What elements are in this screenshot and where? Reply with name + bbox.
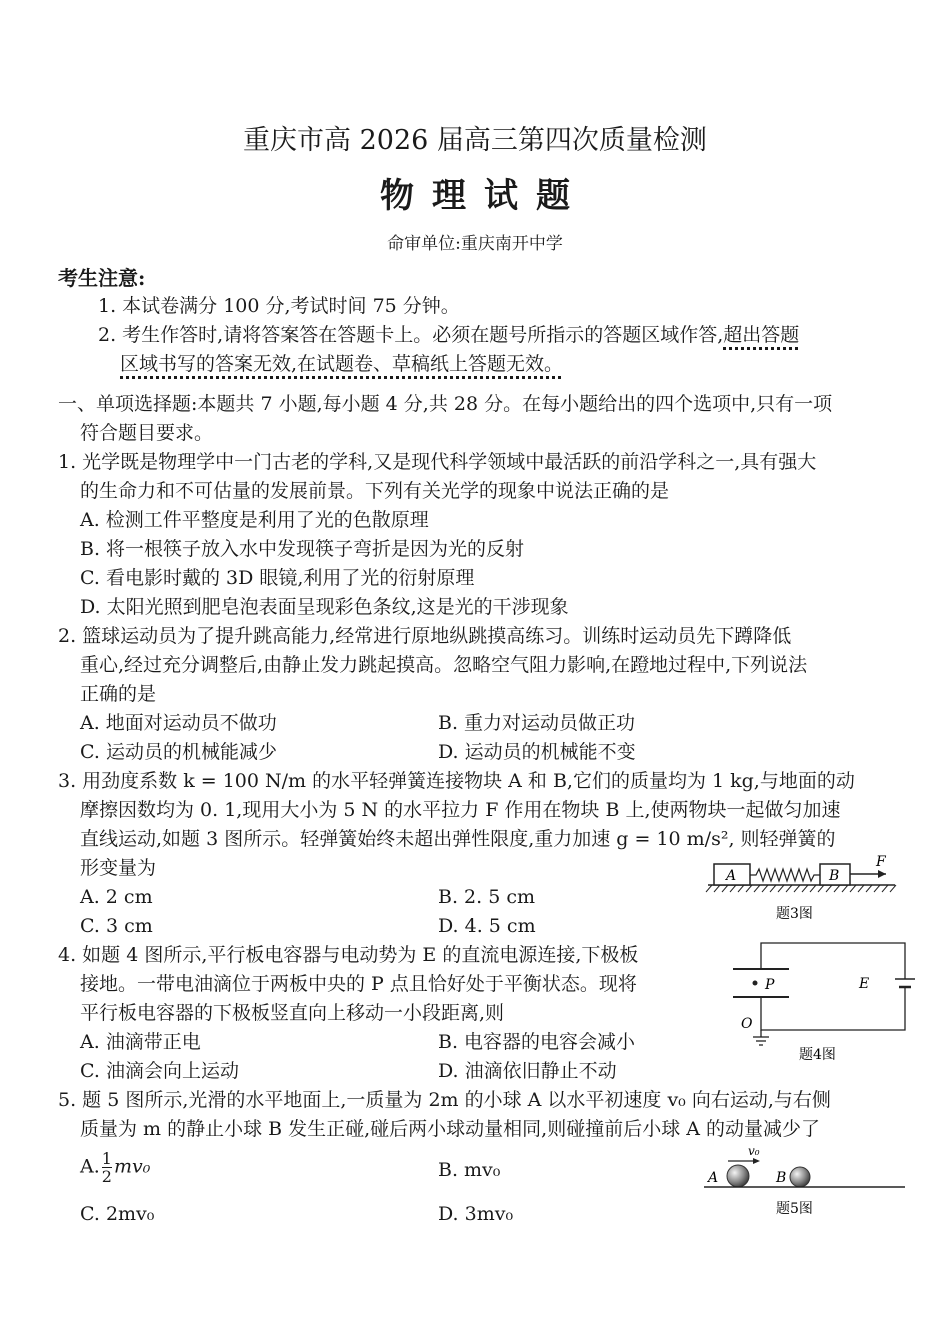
section-1-heading-cont: 符合题目要求。 — [80, 422, 214, 444]
q2-option-a: A. 地面对运动员不做功 — [80, 712, 277, 734]
q4-stem-3: 平行板电容器的下极板竖直向上移动一小段距离,则 — [80, 1002, 505, 1024]
q2-option-c: C. 运动员的机械能减少 — [80, 741, 277, 763]
q5-option-a-suffix: mv₀ — [113, 1155, 151, 1178]
q5-option-a-prefix: A. — [80, 1155, 100, 1178]
q2-option-d: D. 运动员的机械能不变 — [438, 741, 636, 763]
notice-item-2-continued: 区域书写的答案无效,在试题卷、草稿纸上答题无效。 — [120, 353, 564, 375]
section-1-heading: 一、单项选择题:本题共 7 小题,每小题 4 分,共 28 分。在每小题给出的四个选项中,只有一项 — [58, 393, 833, 415]
q3-figure-caption: 题3图 — [776, 906, 813, 922]
block-a-label: A — [726, 868, 737, 884]
velocity-label: v₀ — [748, 1144, 760, 1158]
q2-stem-2: 重心,经过充分调整后,由静止发力跳起摸高。忽略空气阻力影响,在蹬地过程中,下列说法 — [80, 654, 808, 676]
q2-stem-3: 正确的是 — [80, 683, 157, 705]
q3-stem-2: 摩擦因数均为 0. 1,现用大小为 5 N 的水平拉力 F 作用在物块 B 上,使两物块一起做匀加速 — [80, 799, 841, 821]
organizer: 命审单位:重庆南开中学 — [387, 234, 563, 254]
q3-stem-3: 直线运动,如题 3 图所示。轻弹簧始终未超出弹性限度,重力加速 g = 10 m/s², 则轻弹簧的 — [80, 828, 836, 850]
velocity-arrowhead — [753, 1158, 760, 1164]
emf-label: E — [859, 976, 870, 992]
force-label: F — [876, 854, 886, 870]
q5-stem-1: 5. 题 5 图所示,光滑的水平地面上,一质量为 2m 的小球 A 以水平初速度 v₀ 向右运动,与右侧 — [58, 1089, 831, 1111]
circuit-wires — [761, 943, 905, 1030]
q5-option-b: B. mv₀ — [438, 1159, 501, 1181]
block-b-label: B — [829, 868, 840, 884]
q4-stem-2: 接地。一带电油滴位于两板中央的 P 点且恰好处于平衡状态。现将 — [80, 973, 637, 995]
q4-option-a: A. 油滴带正电 — [80, 1031, 201, 1053]
q1-option-c: C. 看电影时戴的 3D 眼镜,利用了光的衍射原理 — [80, 567, 475, 589]
ground-hatching — [706, 885, 896, 892]
q1-option-b: B. 将一根筷子放入水中发现筷子弯折是因为光的反射 — [80, 538, 525, 560]
q3-stem-1: 3. 用劲度系数 k = 100 N/m 的水平轻弹簧连接物块 A 和 B,它们的质量均为 1 kg,与地面的动 — [58, 770, 855, 792]
q5-stem-2: 质量为 m 的静止小球 B 发生正碰,碰后两小球动量相同,则碰撞前后小球 A 的动量减少了 — [80, 1118, 821, 1140]
q2-option-b: B. 重力对运动员做正功 — [438, 712, 636, 734]
origin-label: O — [741, 1016, 753, 1032]
ball-a-label: A — [708, 1170, 719, 1186]
q4-figure — [725, 935, 915, 1070]
q5-option-c: C. 2mv₀ — [80, 1203, 155, 1225]
fraction — [102, 1150, 112, 1185]
point-p-label: P — [765, 977, 775, 993]
q4-figure-caption: 题4图 — [799, 1047, 836, 1063]
subject-title: 物理试题 — [380, 176, 588, 216]
q5-option-a — [80, 1150, 150, 1185]
q1-option-a: A. 检测工件平整度是利用了光的色散原理 — [80, 509, 429, 531]
q3-option-b: B. 2. 5 cm — [438, 886, 535, 908]
q4-option-c: C. 油滴会向上运动 — [80, 1060, 239, 1082]
notice-item-2-text: 2. 考生作答时,请将答案答在答题卡上。必须在题号所指示的答题区域作答, — [98, 324, 724, 346]
ball-a — [727, 1165, 749, 1187]
q5-option-d: D. 3mv₀ — [438, 1203, 514, 1225]
exam-title: 重庆市高 2026 届高三第四次质量检测 — [243, 125, 707, 156]
q5-figure — [700, 1140, 910, 1220]
q1-stem-1: 1. 光学既是物理学中一门古老的学科,又是现代科学领域中最活跃的前沿学科之一,具有强大 — [58, 451, 817, 473]
q3-option-c: C. 3 cm — [80, 915, 153, 937]
q1-stem-2: 的生命力和不可估量的发展前景。下列有关光学的现象中说法正确的是 — [80, 480, 670, 502]
q3-option-a: A. 2 cm — [80, 886, 153, 908]
q4-option-b: B. 电容器的电容会减小 — [438, 1031, 636, 1053]
oil-drop — [753, 981, 758, 986]
notice-item-2 — [98, 321, 799, 350]
q5-figure-caption: 题5图 — [776, 1201, 813, 1217]
fraction-numerator: 1 — [101, 1149, 112, 1168]
ball-b-label: B — [776, 1170, 787, 1186]
ground-symbol — [753, 1030, 769, 1045]
q1-option-d: D. 太阳光照到肥皂泡表面呈现彩色条纹,这是光的干涉现象 — [80, 596, 569, 618]
q2-stem-1: 2. 篮球运动员为了提升跳高能力,经常进行原地纵跳摸高练习。训练时运动员先下蹲降低 — [58, 625, 792, 647]
notice-item-2-emphasis: 超出答题 — [723, 324, 800, 346]
q3-figure — [700, 850, 910, 930]
q3-option-d: D. 4. 5 cm — [438, 915, 536, 937]
q4-stem-1: 4. 如题 4 图所示,平行板电容器与电动势为 E 的直流电源连接,下极板 — [58, 944, 639, 966]
spring — [750, 869, 820, 881]
fraction-denominator: 2 — [101, 1167, 112, 1186]
ball-b — [790, 1167, 810, 1187]
q4-option-d: D. 油滴依旧静止不动 — [438, 1060, 617, 1082]
notice-heading: 考生注意: — [58, 266, 146, 290]
q3-stem-4: 形变量为 — [80, 857, 157, 879]
force-arrowhead — [878, 870, 886, 878]
notice-item-1: 1. 本试卷满分 100 分,考试时间 75 分钟。 — [98, 295, 460, 317]
